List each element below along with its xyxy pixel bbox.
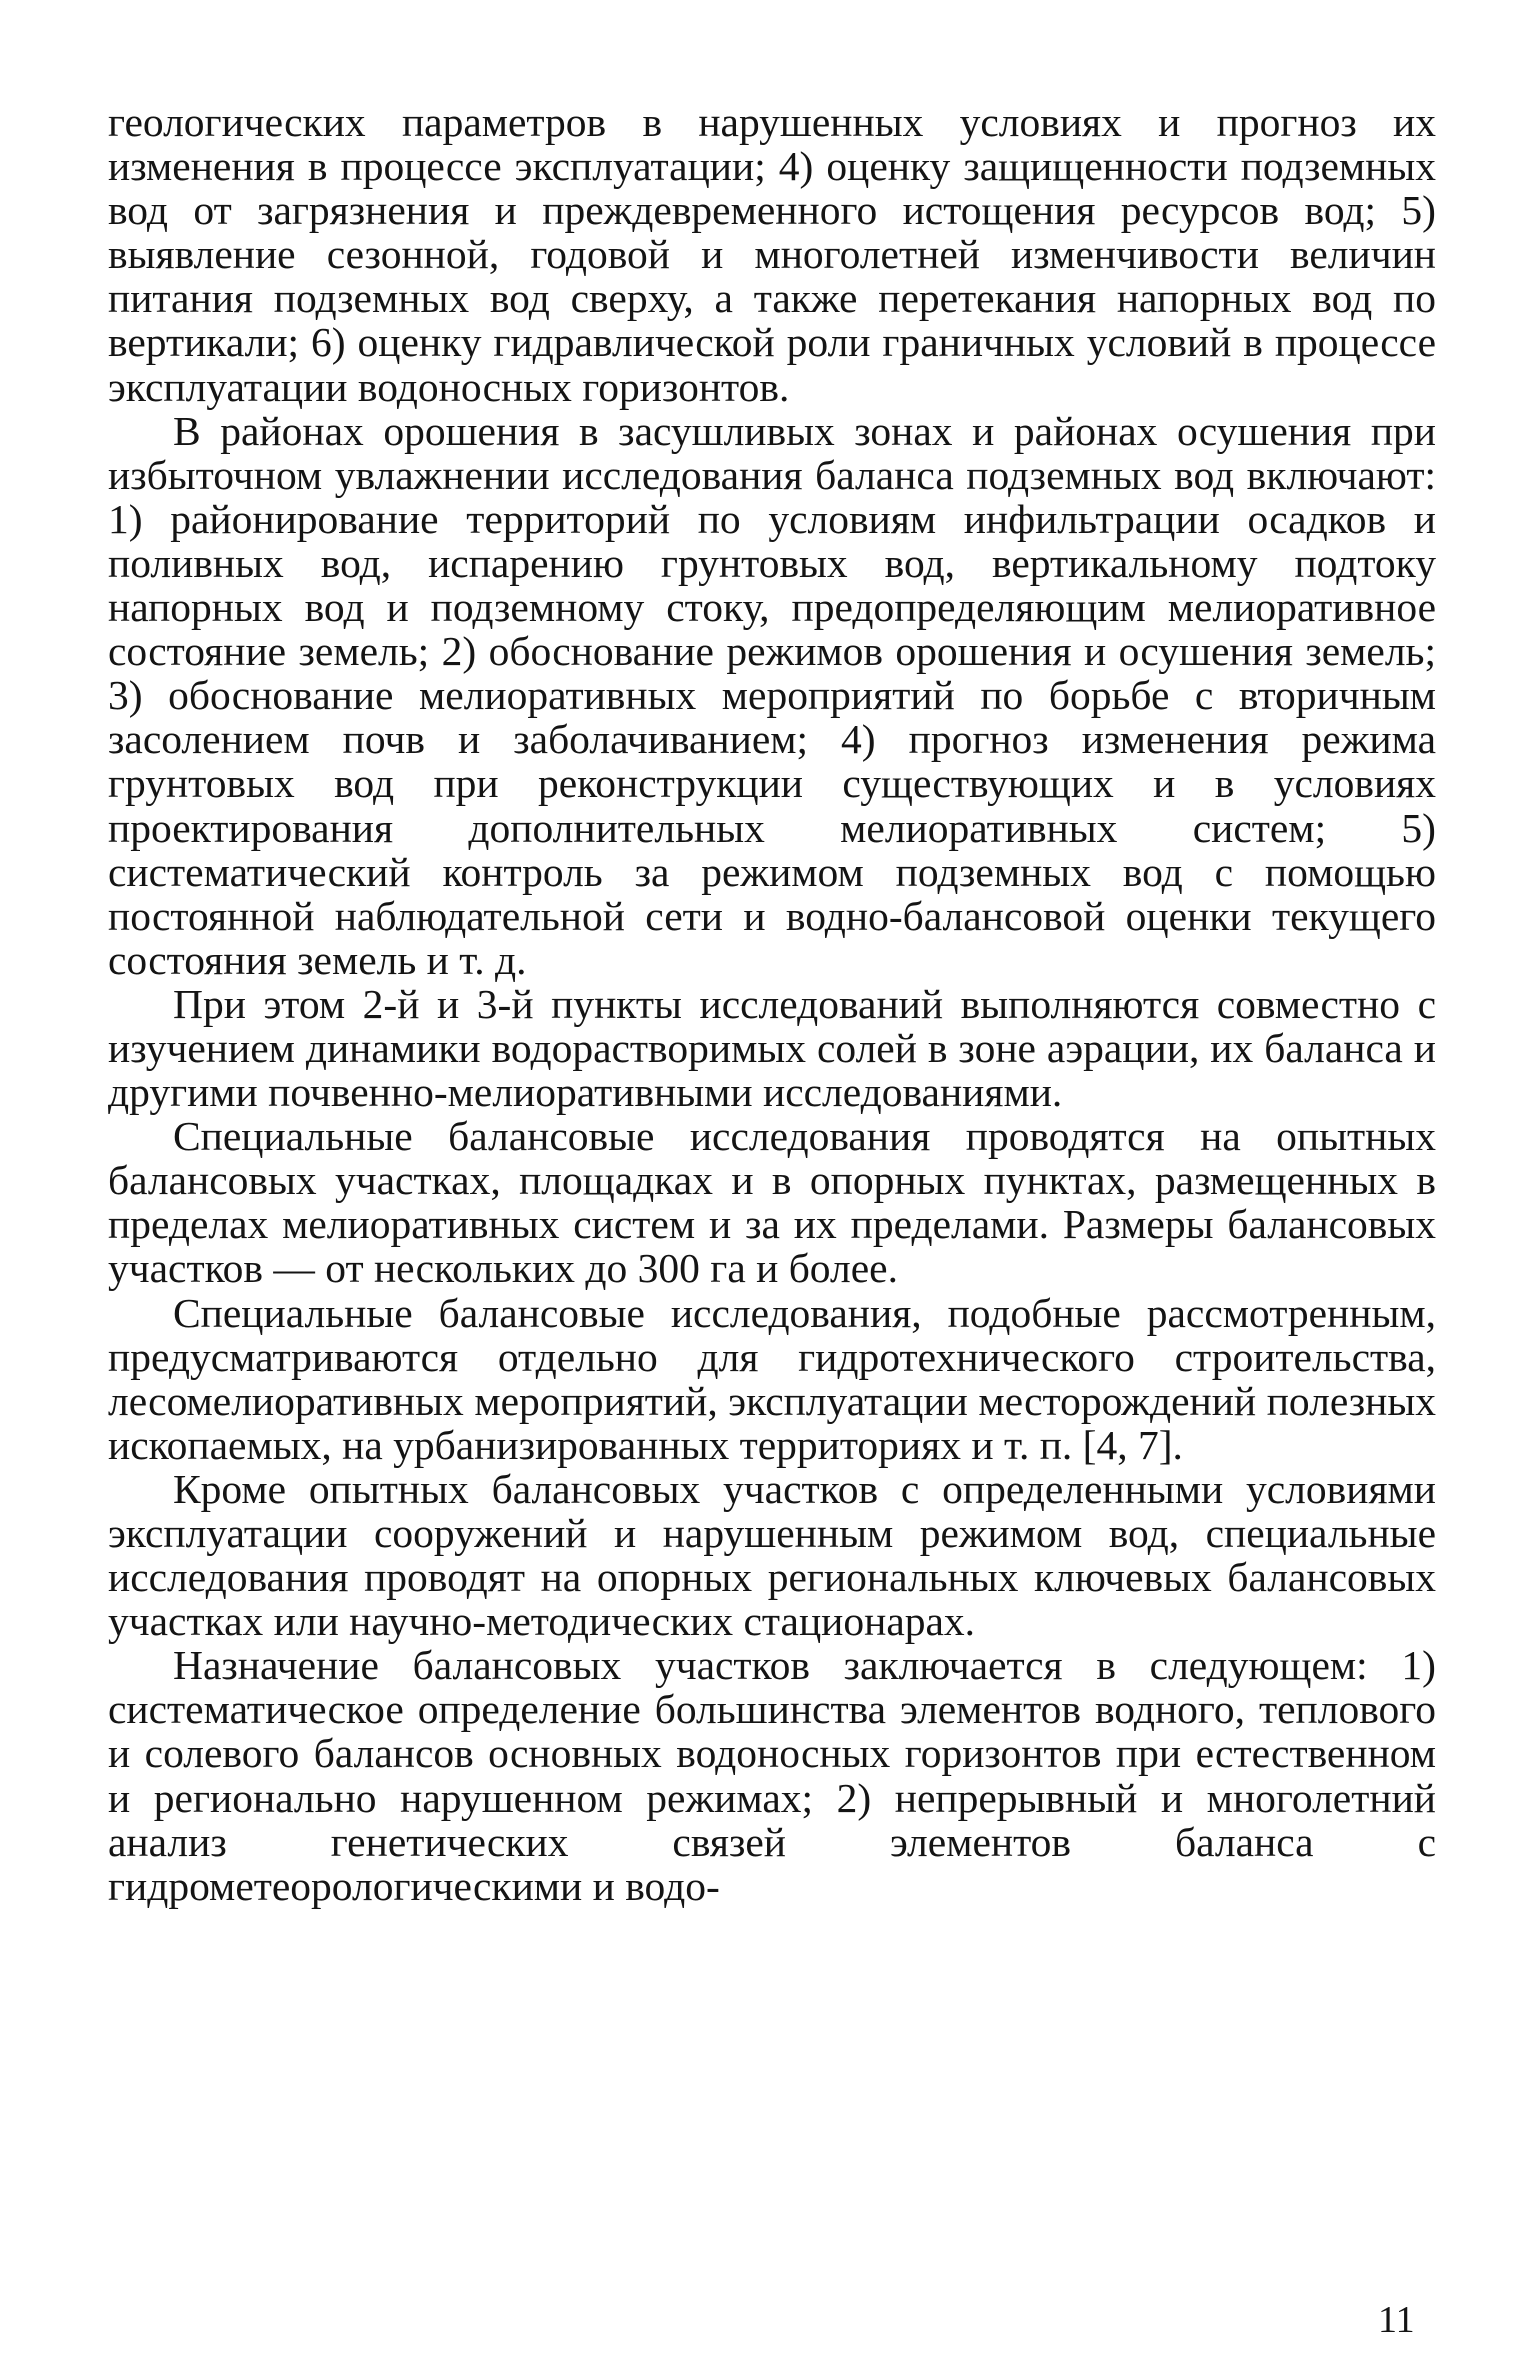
paragraph-3: При этом 2-й и 3-й пункты исследований выполняются совместно с изучением динамики водорастворимых солей в зоне аэрации, их баланса и другими почвенно-мелиоративными исследованиями.	[108, 980, 1436, 1116]
paragraph-7: Назначение балансовых участков заключается в следующем: 1) систематическое определение большинства элементов водного, теплового и солевого балансов основных водоносных горизонтов при естественном и регионально нарушенном режимах; 2) непрерывный и многолетний анализ генетических связей элементов баланса с гидрометеорологическими и водо-	[108, 1642, 1436, 1909]
paragraph-5: Специальные балансовые исследования, подобные рассмотренным, предусматриваются отдельно для гидротехнического строительства, лесомелиоративных мероприятий, эксплуатации месторождений полезных ископаемых, на урбанизированных территориях и т. п. [4, 7].	[108, 1289, 1436, 1468]
page-text	[108, 100, 1436, 1908]
paragraph-1: геологических параметров в нарушенных условиях и прогноз их изменения в процессе эксплуатации; 4) оценку защищенности подземных вод от загрязнения и преждевременного истощения ресурсов вод; 5) выявление сезонной, годовой и многолетней изменчивости величин питания подземных вод сверху, а также перетекания напорных вод по вертикали; 6) оценку гидравлической роли граничных условий в процессе эксплуатации водоносных горизонтов.	[108, 99, 1436, 410]
paragraph-2: В районах орошения в засушливых зонах и районах осушения при избыточном увлажнении исследования баланса подземных вод включают: 1) районирование территорий по условиям инфильтрации осадков и поливных вод, испарению грунтовых вод, вертикальному подтоку напорных вод и подземному стоку, предопределяющим мелиоративное состояние земель; 2) обоснование режимов орошения и осушения земель; 3) обоснование мелиоративных мероприятий по борьбе с вторичным засолением почв и заболачиванием; 4) прогноз изменения режима грунтовых вод при реконструкции существующих и в условиях проектирования дополнительных мелиоративных систем; 5) систематический контроль за режимом подземных вод с помощью постоянной наблюдательной сети и водно-балансовой оценки текущего состояния земель и т. д.	[108, 407, 1436, 983]
paragraph-4: Специальные балансовые исследования проводятся на опытных балансовых участках, площадках и в опорных пунктах, размещенных в пределах мелиоративных систем и за их пределами. Размеры балансовых участков — от нескольких до 300 га и более.	[108, 1113, 1436, 1292]
page-number: 11	[1378, 2299, 1415, 2341]
paragraph-6: Кроме опытных балансовых участков с определенными условиями эксплуатации сооружений и нарушенным режимом вод, специальные исследования проводят на опорных региональных ключевых балансовых участках или научно-методических стационарах.	[108, 1465, 1436, 1645]
